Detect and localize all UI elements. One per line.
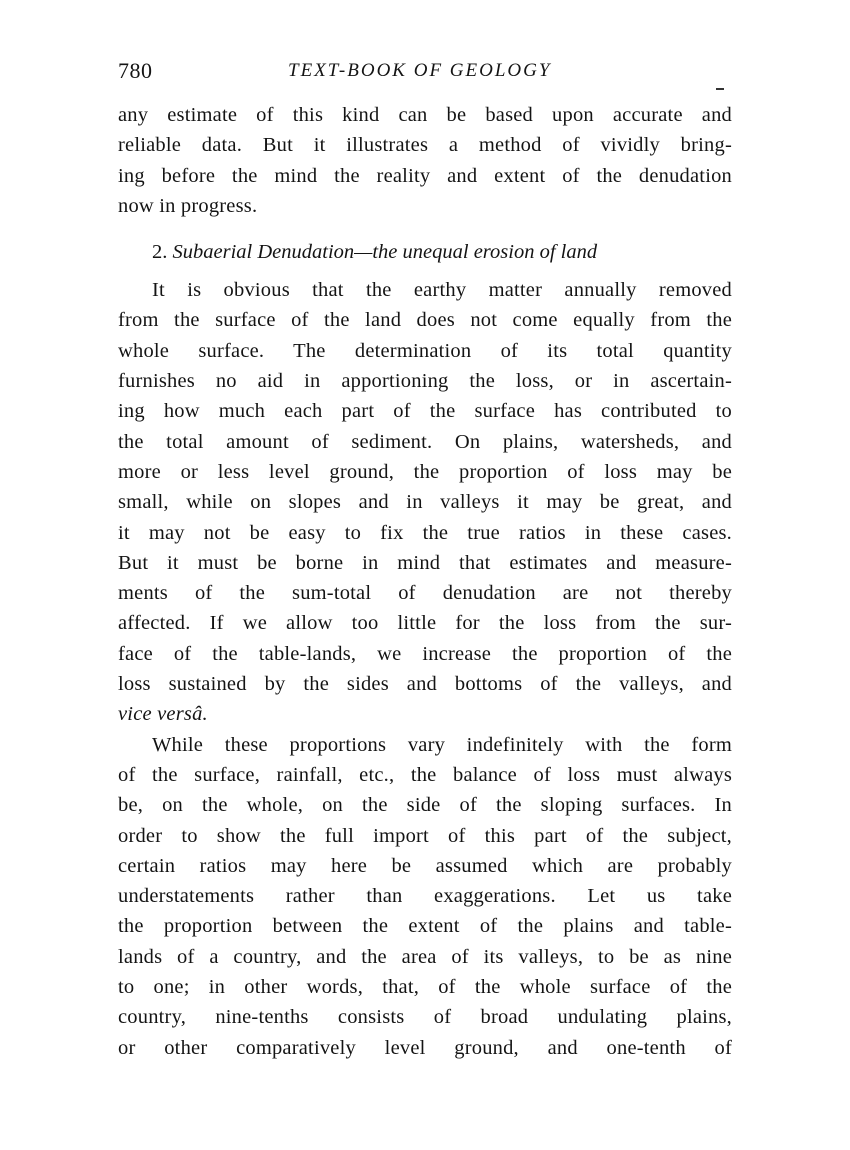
- book-page: [118, 58, 732, 1063]
- text-line: of the surface, rainfall, etc., the balance of loss must always: [118, 763, 732, 786]
- text-line: more or less level ground, the proportion of loss may be: [118, 460, 732, 483]
- paragraph-1: [118, 100, 732, 221]
- body-text: [118, 100, 732, 1063]
- section-title: Subaerial Denudation—the unequal erosion of land: [172, 241, 598, 264]
- text-line: ing how much each part of the surface has contributed to: [118, 400, 732, 423]
- text-line: reliable data. But it illustrates a method of vividly bring-: [118, 134, 732, 157]
- paragraph-2: [118, 275, 732, 729]
- running-title: TEXT-BOOK OF GEOLOGY: [288, 60, 552, 81]
- text-line: It is obvious that the earthy matter annually removed: [152, 279, 732, 302]
- text-line: be, on the whole, on the side of the sloping surfaces. In: [118, 794, 732, 817]
- text-line: certain ratios may here be assumed which are probably: [118, 854, 732, 877]
- text-line: But it must be borne in mind that estimates and measure-: [118, 551, 732, 574]
- text-line: affected. If we allow too little for the loss from the sur-: [118, 612, 732, 635]
- text-line: ments of the sum-total of denudation are not thereby: [118, 582, 732, 605]
- text-line: the total amount of sediment. On plains, watersheds, and: [118, 430, 732, 453]
- running-head: [118, 58, 732, 90]
- text-line: any estimate of this kind can be based upon accurate and: [118, 104, 732, 126]
- section-heading: [118, 237, 732, 267]
- text-line: vice versâ.: [118, 703, 208, 726]
- text-line: it may not be easy to fix the true ratios in these cases.: [118, 521, 732, 544]
- paragraph-3: [118, 730, 732, 1063]
- text-line: country, nine-tenths consists of broad undulating plains,: [118, 1006, 732, 1029]
- text-line: the proportion between the extent of the plains and table-: [118, 915, 732, 938]
- page-number: 780: [118, 58, 153, 83]
- text-line: order to show the full import of this part of the subject,: [118, 824, 732, 847]
- text-line: or other comparatively level ground, and one-tenth of: [118, 1036, 732, 1059]
- text-line: understatements rather than exaggerations. Let us take: [118, 885, 732, 908]
- text-line: face of the table-lands, we increase the proportion of the: [118, 642, 732, 665]
- text-line: lands of a country, and the area of its valleys, to be as nine: [118, 945, 732, 968]
- text-line: from the surface of the land does not come equally from the: [118, 309, 732, 332]
- text-line: While these proportions vary indefinitely with the form: [152, 733, 732, 756]
- text-line: small, while on slopes and in valleys it may be great, and: [118, 491, 732, 514]
- text-line: ing before the mind the reality and extent of the denudation: [118, 164, 732, 187]
- text-line: loss sustained by the sides and bottoms of the valleys, and: [118, 673, 732, 696]
- text-line: to one; in other words, that, of the whole surface of the: [118, 976, 732, 999]
- text-line: furnishes no aid in apportioning the loss, or in ascertain-: [118, 370, 732, 393]
- section-number: 2.: [152, 241, 168, 264]
- printer-mark: [716, 88, 724, 90]
- text-line: now in progress.: [118, 194, 258, 217]
- text-line: whole surface. The determination of its total quantity: [118, 339, 732, 362]
